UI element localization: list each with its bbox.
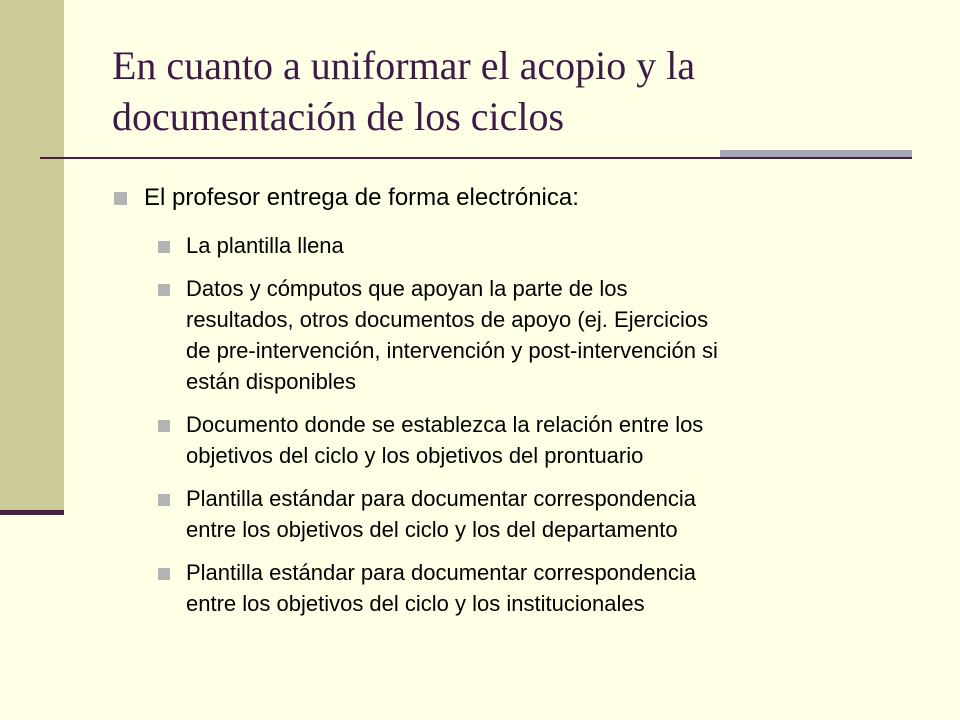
sub-bullet-line: entre los objetivos del ciclo y los institucionales (186, 591, 645, 616)
sub-bullet-item (158, 230, 898, 261)
square-bullet-icon (158, 241, 170, 253)
sub-bullet-item (158, 483, 898, 545)
sub-bullet-line: Datos y cómputos que apoyan la parte de los (186, 276, 628, 301)
sub-bullet-line: La plantilla llena (186, 233, 344, 258)
sub-bullet-line: Documento donde se establezca la relación entre los (186, 412, 704, 437)
square-bullet-icon (158, 284, 170, 296)
sub-bullet-line: Plantilla estándar para documentar correspondencia (186, 560, 696, 585)
sub-bullet-line: objetivos del ciclo y los objetivos del prontuario (186, 443, 644, 468)
sub-bullet-line: están disponibles (186, 369, 357, 394)
sub-bullet-item (158, 273, 898, 397)
square-bullet-icon (158, 420, 170, 432)
main-bullet-text: El profesor entrega de forma electrónica: (144, 184, 579, 211)
slide-title-line-2: documentación de los ciclos (112, 94, 565, 139)
sub-bullet-line: Plantilla estándar para documentar correspondencia (186, 486, 696, 511)
sub-bullet-line: resultados, otros documentos de apoyo (ej. Ejercicios (186, 307, 709, 332)
square-bullet-icon (158, 568, 170, 580)
sub-bullet-item (158, 409, 898, 471)
slide-title-line-1: En cuanto a uniformar el acopio y la (112, 43, 696, 88)
sub-bullet-list (158, 230, 898, 631)
sub-bullet-line: de pre-intervención, intervención y post-intervención si (186, 338, 718, 363)
square-bullet-icon (114, 192, 127, 205)
sub-bullet-item (158, 557, 898, 619)
sub-bullet-line: entre los objetivos del ciclo y los del departamento (186, 517, 678, 542)
square-bullet-icon (158, 494, 170, 506)
